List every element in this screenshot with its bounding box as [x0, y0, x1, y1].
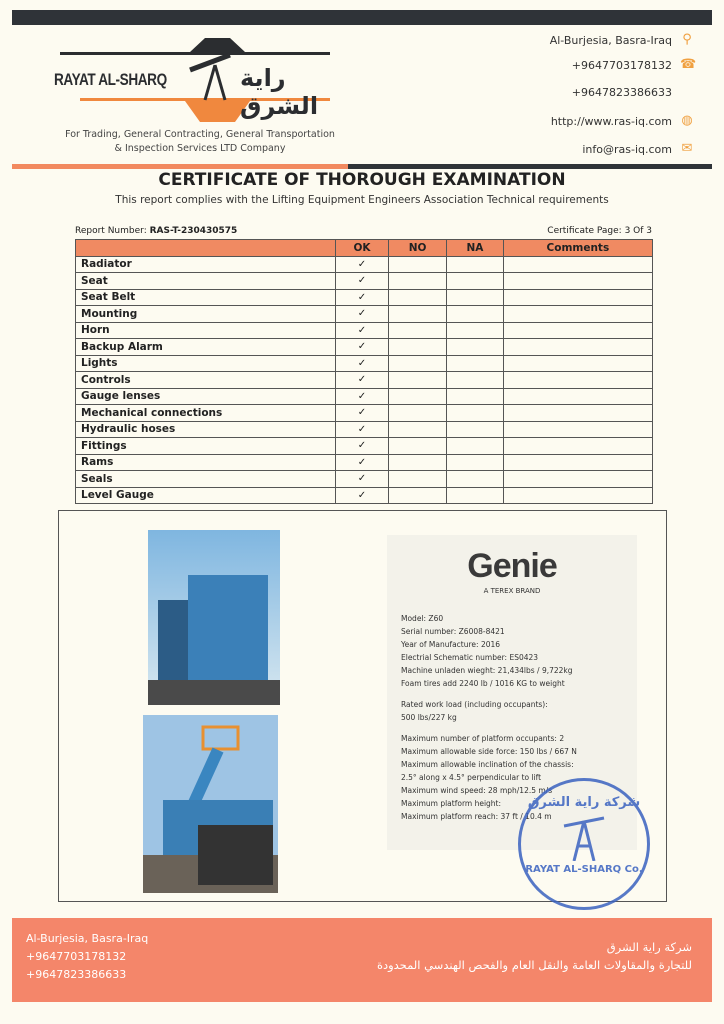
row-label: Seals	[76, 471, 336, 488]
row-label: Horn	[76, 322, 336, 339]
certificate-subtitle: This report complies with the Lifting Equipment Engineers Association Technical requirements	[115, 194, 609, 206]
na-cell	[447, 454, 504, 471]
nameplate-line: 500 lbs/227 kg	[401, 713, 457, 722]
na-cell	[447, 388, 504, 405]
row-label: Seat Belt	[76, 289, 336, 306]
nameplate-line: Rated work load (including occupants):	[401, 700, 548, 709]
divider-dark	[348, 164, 712, 169]
nameplate-line: 2.5° along x 4.5° perpendicular to lift	[401, 773, 542, 782]
ok-check-icon: ✓	[336, 355, 389, 372]
comments-cell	[503, 421, 652, 438]
company-logo	[40, 30, 350, 125]
footer-description-ar: للتجارة والمقاولات العامة والنقل العام والفحص الهندسي المحدودة	[376, 958, 692, 972]
na-cell	[447, 322, 504, 339]
nameplate-line: Maximum platform reach: 37 ft / 10.4 m	[401, 812, 552, 821]
footer-company-ar: شركة راية الشرق	[606, 940, 692, 954]
no-cell	[389, 372, 447, 389]
genie-subtitle: A TEREX BRAND	[483, 587, 541, 595]
table-row	[76, 388, 653, 405]
phone-text[interactable]: +9647703178132	[571, 58, 672, 72]
row-label: Controls	[76, 372, 336, 389]
report-number-value: RAS-T-230430575	[149, 226, 238, 236]
nameplate-line: Model: Z60	[401, 614, 444, 623]
ok-check-icon: ✓	[336, 289, 389, 306]
website-link[interactable]: http://www.ras-iq.com	[550, 114, 672, 128]
ok-check-icon: ✓	[336, 273, 389, 290]
envelope-icon: ✉	[681, 141, 693, 156]
ok-check-icon: ✓	[336, 256, 389, 273]
contact-address	[550, 33, 694, 47]
row-label: Radiator	[76, 256, 336, 273]
row-label: Level Gauge	[76, 487, 336, 504]
no-cell	[389, 388, 447, 405]
report-number	[75, 226, 237, 236]
comments-cell	[503, 372, 652, 389]
equipment-photo-1	[148, 530, 280, 705]
stamp-text-ar: شركة راية الشرق	[527, 795, 641, 810]
table-header-row	[76, 240, 653, 257]
na-cell	[447, 471, 504, 488]
row-label: Rams	[76, 454, 336, 471]
no-cell	[389, 471, 447, 488]
equipment-photo-2	[143, 715, 278, 893]
footer-phone-2[interactable]: +9647823386633	[26, 968, 127, 981]
no-cell	[389, 339, 447, 356]
phone-text[interactable]: +9647823386633	[571, 86, 672, 99]
row-label: Backup Alarm	[76, 339, 336, 356]
table-row	[76, 405, 653, 422]
brand-name-en: RAYAT AL-SHARQ	[54, 70, 167, 89]
nameplate-line: Foam tires add 2240 lb / 1016 KG to weight	[401, 679, 565, 688]
no-cell	[389, 306, 447, 323]
nameplate-line: Maximum wind speed: 28 mph/12.5 m/s	[401, 786, 553, 795]
na-cell	[447, 306, 504, 323]
comments-cell	[503, 438, 652, 455]
no-cell	[389, 355, 447, 372]
row-label: Gauge lenses	[76, 388, 336, 405]
table-row	[76, 339, 653, 356]
row-label: Seat	[76, 273, 336, 290]
na-cell	[447, 421, 504, 438]
comments-cell	[503, 256, 652, 273]
nameplate-line: Serial number: Z6008-8421	[401, 627, 505, 636]
header-no: NO	[389, 240, 447, 257]
ok-check-icon: ✓	[336, 421, 389, 438]
comments-cell	[503, 471, 652, 488]
comments-cell	[503, 339, 652, 356]
company-tagline	[40, 128, 360, 156]
na-cell	[447, 289, 504, 306]
no-cell	[389, 256, 447, 273]
ok-check-icon: ✓	[336, 306, 389, 323]
table-row	[76, 372, 653, 389]
table-row	[76, 256, 653, 273]
table-row	[76, 454, 653, 471]
footer-address: Al-Burjesia, Basra-Iraq	[26, 932, 149, 945]
certificate-page: Certificate Page: 3 Of 3	[547, 226, 652, 236]
row-label: Lights	[76, 355, 336, 372]
nameplate-line: Electrial Schematic number: ES0423	[401, 653, 539, 662]
footer-phone-1[interactable]: +9647703178132	[26, 950, 127, 963]
no-cell	[389, 289, 447, 306]
nameplate-line: Maximum platform height:	[401, 799, 502, 808]
comments-cell	[503, 405, 652, 422]
table-row	[76, 438, 653, 455]
comments-cell	[503, 289, 652, 306]
nameplate-line	[401, 724, 623, 732]
stamp-derrick-icon	[559, 816, 609, 861]
table-row	[76, 487, 653, 504]
nameplate-line: Year of Manufacture: 2016	[401, 640, 501, 649]
globe-icon: ◍	[681, 113, 693, 128]
nameplate-line: Machine unladen wieght: 21,434lbs / 9,722kg	[401, 666, 573, 675]
nameplate-line	[401, 690, 623, 698]
genie-logo: Genie	[467, 547, 557, 585]
nameplate-line: Maximum allowable inclination of the chassis:	[401, 760, 574, 769]
footer	[12, 918, 712, 1002]
table-row	[76, 273, 653, 290]
table-row	[76, 306, 653, 323]
row-label: Hydraulic hoses	[76, 421, 336, 438]
address-text: Al-Burjesia, Basra-Iraq	[549, 33, 672, 47]
report-number-label: Report Number:	[75, 226, 147, 236]
no-cell	[389, 273, 447, 290]
na-cell	[447, 339, 504, 356]
na-cell	[447, 273, 504, 290]
company-stamp	[518, 778, 650, 910]
email-link[interactable]: info@ras-iq.com	[582, 142, 672, 156]
na-cell	[447, 405, 504, 422]
no-cell	[389, 487, 447, 504]
table-row	[76, 355, 653, 372]
ok-check-icon: ✓	[336, 471, 389, 488]
row-label: Mounting	[76, 306, 336, 323]
ok-check-icon: ✓	[336, 454, 389, 471]
no-cell	[389, 421, 447, 438]
inspection-table	[75, 239, 653, 504]
table-row	[76, 289, 653, 306]
header-na: NA	[447, 240, 504, 257]
comments-cell	[503, 306, 652, 323]
nameplate-line: Maximum number of platform occupants: 2	[401, 734, 565, 743]
tagline-line-2: & Inspection Services LTD Company	[114, 143, 286, 154]
location-pin-icon: ⚲	[682, 32, 692, 47]
comments-cell	[503, 273, 652, 290]
header-item	[76, 240, 336, 257]
ok-check-icon: ✓	[336, 438, 389, 455]
no-cell	[389, 405, 447, 422]
table-row	[76, 421, 653, 438]
na-cell	[447, 355, 504, 372]
contact-email	[582, 142, 694, 156]
comments-cell	[503, 355, 652, 372]
comments-cell	[503, 454, 652, 471]
ok-check-icon: ✓	[336, 322, 389, 339]
ok-check-icon: ✓	[336, 405, 389, 422]
stamp-text-en: RAYAT AL-SHARQ Co.	[525, 864, 643, 875]
phone-icon: ☎	[680, 57, 697, 72]
contact-phone-1	[571, 57, 697, 72]
row-label: Fittings	[76, 438, 336, 455]
certificate-title: CERTIFICATE OF THOROUGH EXAMINATION	[158, 170, 566, 190]
brand-name-ar: راية الشرق	[240, 64, 319, 120]
top-bar	[12, 10, 712, 25]
row-label: Mechanical connections	[76, 405, 336, 422]
table-row	[76, 471, 653, 488]
contact-website	[551, 114, 694, 128]
header-ok: OK	[336, 240, 389, 257]
no-cell	[389, 438, 447, 455]
no-cell	[389, 322, 447, 339]
ok-check-icon: ✓	[336, 372, 389, 389]
tagline-line-1: For Trading, General Contracting, General Transportation	[65, 129, 335, 140]
header-comments: Comments	[503, 240, 652, 257]
na-cell	[447, 372, 504, 389]
contact-phone-2	[572, 86, 672, 99]
comments-cell	[503, 487, 652, 504]
nameplate-line: Maximum allowable side force: 150 lbs / 667 N	[401, 747, 577, 756]
table-row	[76, 322, 653, 339]
ok-check-icon: ✓	[336, 339, 389, 356]
na-cell	[447, 256, 504, 273]
comments-cell	[503, 322, 652, 339]
no-cell	[389, 454, 447, 471]
divider-orange	[12, 164, 348, 169]
na-cell	[447, 438, 504, 455]
comments-cell	[503, 388, 652, 405]
ok-check-icon: ✓	[336, 487, 389, 504]
na-cell	[447, 487, 504, 504]
ok-check-icon: ✓	[336, 388, 389, 405]
